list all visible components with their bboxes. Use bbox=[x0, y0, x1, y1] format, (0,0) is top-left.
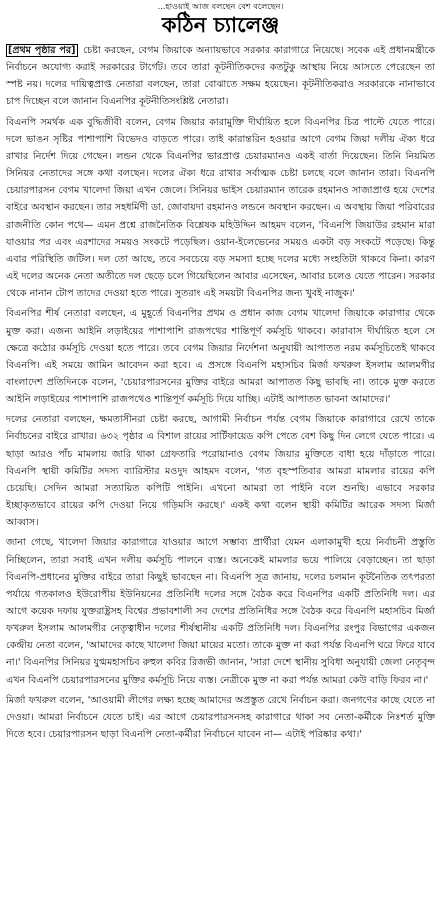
paragraph-text: চেষ্টা করছেন, বেগম জিয়াকে অন্যায়ভাবে সরকার কারাগারে নিয়েছে। সবেক এই প্রধানমন্ত্রীকে নির্বাচনে অযোগ্য করাই সরকারের টার্গেট। তবে তারা কূটনীতিকদের কতটুকু আস্থায় নিয়ে আসতে পেরেছেন তা স্পষ্ট নয়। দলের দায়িত্বপ্রাপ্ত নেতারা বলছেন, তারা বোঝাতে সক্ষম হয়েছেন। কূটনীতিকরাও সরকারকে নানাভাবে চাপ দিচ্ছেন বলে জানান বিএনপির কূটনীতিসংশ্লিষ্ট নেতারা। bbox=[6, 45, 435, 108]
article-body bbox=[6, 42, 435, 743]
cut-off-text-fragment: ...হাওয়াই আজ বলছেন বেশ বলেছেন। bbox=[157, 1, 284, 11]
continuation-label: [প্রথম পৃষ্ঠার পর] bbox=[8, 45, 76, 56]
article-paragraph: দলের নেতারা বলছেন, ক্ষমতাসীনরা চেষ্টা করছে, আগামী নির্বাচন পর্যন্ত বেগম জিয়াকে কারাগারে রেখে তাকে নির্বাচনের বাইরে রাখার। ৬৩২ পৃষ্ঠার এ বিশাল রায়ের সার্টিফায়েড কপি পেতে বেশ কিছু দিন লেগে যেতে পারে। এ ছাড়া আরও পাঁচ মামলায় জারি থাকা গ্রেফতারি পরোয়ানাও বেগম জিয়ার মুক্তিতে বাধা হয়ে দাঁড়াতে পারে। বিএনপি স্থায়ী কমিটির সদস্য ব্যারিস্টার মওদুদ আহমদ বলেন, 'গত বৃহস্পতিবার আমরা মামলার রায়ের কপি চেয়েছি। সেদিন আমরা সত্যায়িত কপিটি পাইনি। এখনো আমরা তা পাইনি বলে শুনছি। এভাবে সরকার ইচ্ছাকৃতভাবে রায়ের কপি দেওয়া নিয়ে গড়িমসি করছে।' একই কথা বলেন স্থায়ী কমিটির আরেক সদস্য মির্জা আব্বাস। bbox=[6, 414, 435, 529]
article-paragraph bbox=[6, 42, 435, 111]
article-paragraph: জানা গেছে, খালেদা জিয়ার কারাগারে যাওয়ার আগে সম্ভাব্য প্রার্থীরা যেমন এলাকামুখী হয়ে নির্বাচনী প্রস্তুতি নিচ্ছিলেন, তারা সবাই এখন দলীয় কর্মসূচি পালনে ব্যস্ত। অনেকেই মামলার ভয়ে পালিয়ে বেড়াচ্ছেন। তা ছাড়া বিএনপি-প্রধানের মুক্তির বাইরে তারা কিছুই ভাবছেন না। বিএনপি সূত্র জানায়, দলের চলমান কূটনৈতিক তৎপরতা পর্যায়ে গতকালও ইউরোপীয় ইউনিয়নের প্রতিনিধি দলের সঙ্গে বৈঠক করে বিএনপির একটি প্রতিনিধি দল। এর আগে কয়েক দফায় যুক্তরাষ্ট্রসহ বিশ্বের প্রভাবশালী সব দেশের প্রতিনিধির সঙ্গে বৈঠক করে বিএনপি মহাসচিব মির্জা ফখরুল ইসলাম আলমগীর নেতৃত্বাধীন দলের শীর্ষস্থানীয় একটি প্রতিনিধি দল। বিএনপির রংপুর বিভাগের একজন কেন্দ্রীয় নেতা বলেন, 'আমাদের কাছে খালেদা জিয়া মায়ের মতো। তাকে মুক্ত না করা পর্যন্ত বিএনপি ঘরে ফিরে যাবে না।' বিএনপির সিনিয়র যুগ্মমহাসচিব রুহুল কবির রিজভী জানান, 'সারা দেশে স্থানীয় সুবিধা অনুযায়ী জেলা নেতৃবৃন্দ এখন বিএনপি চেয়ারপারসনের মুক্তির কর্মসূচি নিয়ে ব্যস্ত। নেত্রীকে মুক্ত না করা পর্যন্ত আমরা কেউ বাড়ি ফিরব না।' bbox=[6, 537, 435, 686]
article-paragraph: বিএনপি সমর্থক এক বুদ্ধিজীবী বলেন, বেগম জিয়ার কারামুক্তি দীর্ঘায়িত হলে বিএনপির চিত্র পাল্টে যেতে পারে। দলে ভাঙন সৃষ্টির পাশাপাশি বিভেদও বাড়তে পারে। তাই কারান্তরিন হওয়ার আগে বেগম জিয়া দলীয় ঐক্য ধরে রাখার নির্দেশ দিয়ে গেছেন। লন্ডন থেকে বিএনপির ভারপ্রাপ্ত চেয়ারম্যানও একই বার্তা দিয়েছেন। তিনি নিয়মিত সিনিয়র নেতাদের সঙ্গে কথা বলছেন। দলের ঐক্য ধরে রাখার সর্বাত্মক চেষ্টা চলছে বলে জানান তারা। বিএনপি চেয়ারপারসন বেগম খালেদা জিয়া এখন জেলে। সিনিয়র ভাইস চেয়ারম্যান তারেক রহমানও সাজাপ্রাপ্ত হয়ে দেশের বাইরে অবস্থান করছেন। তার সহধর্মিণী ডা. জোবায়দা রহমানও লন্ডনে অবস্থান করছেন। এ অবস্থায় জিয়া পরিবারের রাজনীতি কোন পথে— এমন প্রশ্নে রাজনৈতিক বিশ্লেষক মহিউদ্দিন আহমদ বলেন, 'বিএনপি জিয়াউর রহমান মারা যাওয়ার পর এবং এরশাদের সময়ও সংকটে পড়েছিল। ওয়ান-ইলেভেনের সময়ও একটা বড় সংকটে পড়েছে। কিন্তু এবার পরিস্থিতি জটিল। দল তো আছে, তবে সবচেয়ে বড় সমস্যা হচ্ছে দলের মধ্যে সংহতিটা থাকবে কিনা। কারণ এই দলের অনেক নেতা অতীতে দল ছেড়ে চলে গিয়েছিলেন আবার এসেছেন, আবার চলেও যেতে পারেন। সরকার থেকে নানান টোপ তাদের দেওয়া হতে পারে। সুতরাং এই সময়টা বিএনপির জন্য খুবই নাজুক।' bbox=[6, 116, 435, 300]
article-paragraph: মির্জা ফখরুল বলেন, 'আওয়ামী লীগের লক্ষ্য হচ্ছে আমাদের অপ্রস্তুত রেখে নির্বাচন করা। জনগণের কাছে যেতে না দেওয়া। আমরা নির্বাচনে যেতে চাই। এর আগে চেয়ারপারসনসহ কারাগারে থাকা সব নেতা-কর্মীকে নিঃশর্ত মুক্তি দিতে হবে। চেয়ারপারসন ছাড়া বিএনপি নেতা-কর্মীরা নির্বাচনে যাবেন না— এটাই পরিষ্কার কথা।' bbox=[6, 694, 435, 741]
article-paragraph: বিএনপির শীর্ষ নেতারা বলছেন, এ মুহূর্তে বিএনপির প্রথম ও প্রধান কাজ বেগম খালেদা জিয়াকে কারাগার থেকে মুক্ত করা। এজন্য আইনি লড়াইয়ের পাশাপাশি রাজপথের শান্তিপূর্ণ কর্মসূচি থাকবে। কারাবাস দীর্ঘায়িত হলে সে ক্ষেত্রে কঠোর কর্মসূচি দেওয়া হতে পারে। তবে বেগম জিয়ার নির্দেশনা অনুযায়ী আপাতত নরম কর্মসূচিতেই থাকবে বিএনপি। এই সময়ে জামিন আবেদন করা হবে। এ প্রসঙ্গে বিএনপি মহাসচিব মির্জা ফখরুল ইসলাম আলমগীর বাংলাদেশ প্রতিদিনকে বলেন, 'চেয়ারপারসনের মুক্তির বাইরে আমরা আপাতত কিছু ভাবছি না। তাকে মুক্ত করতে আইনি লড়াইয়ের পাশাপাশি রাজপথেও শান্তিপূর্ণ কর্মসূচি দিয়ে যাচ্ছি। এটাই আপাতত ভাবনা আমাদের।' bbox=[6, 308, 435, 406]
article-headline: কঠিন চ্যালেঞ্জ bbox=[161, 13, 280, 37]
